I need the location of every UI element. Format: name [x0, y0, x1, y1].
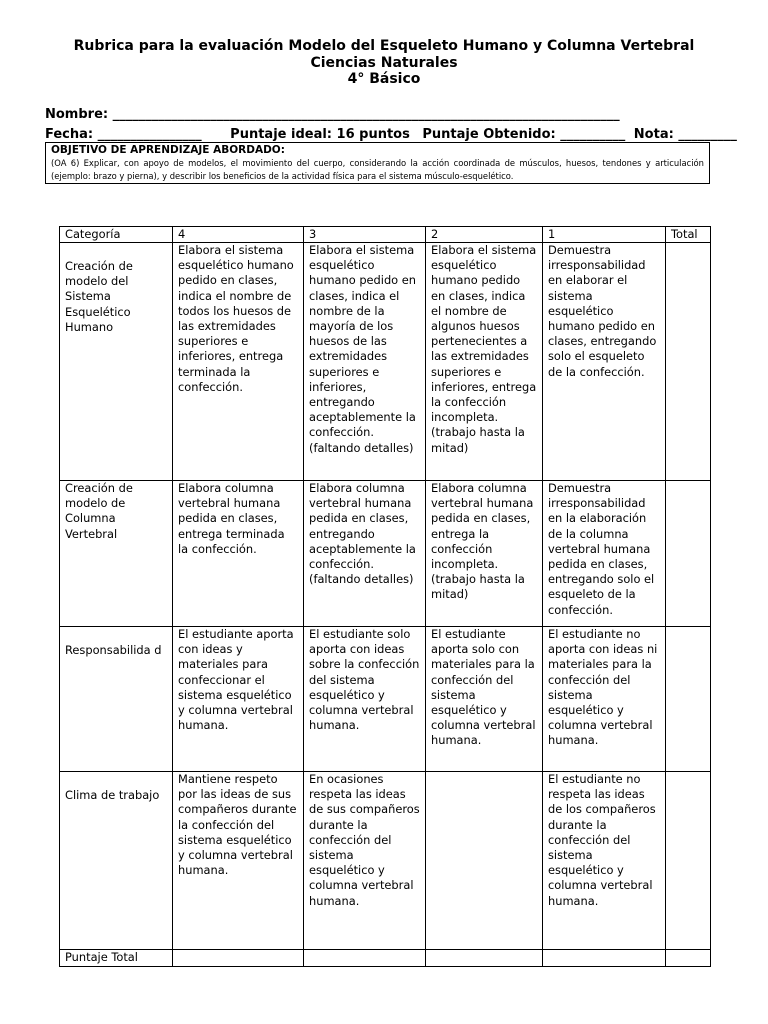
header-3: 3 [304, 227, 426, 243]
puntaje-ideal: Puntaje ideal: 16 puntos [230, 127, 410, 142]
fecha-field[interactable]: Fecha: ________________ [45, 127, 202, 142]
category-cell: Clima de trabajo [60, 772, 173, 950]
score-4-cell: El estudiante aporta con ideas y materiales para confeccionar el sistema esquelético y columna vertebral humana. [173, 627, 304, 772]
table-row [60, 243, 711, 481]
header-1: 1 [543, 227, 666, 243]
score-2-cell: El estudiante aporta solo con materiales para la confección del sistema esquelético y columna vertebral humana. [426, 627, 543, 772]
rubric-table [59, 226, 711, 967]
objective-text: (OA 6) Explicar, con apoyo de modelos, el movimiento del cuerpo, considerando la acción coordinada de músculos, huesos, tendones y articulación (ejemplo: brazo y pierna), y describir los beneficios de la actividad física para el sistema músculo-esquelético. [51, 158, 704, 181]
total-cell[interactable] [666, 627, 711, 772]
score-2-cell: Elabora columna vertebral humana pedida en clases, entrega la confección incompleta. (trabajo hasta la mitad) [426, 481, 543, 627]
score-1-cell: Demuestra irresponsabilidad en la elaboración de la columna vertebral humana pedida en clases, entregando solo el esqueleto de la confección. [543, 481, 666, 627]
header-total: Total [666, 227, 711, 243]
score-3-cell: Elabora el sistema esquelético humano pedido en clases, indica el nombre de la mayoría de los huesos de las extremidades superiores e inferiores, entregando aceptablemente la confección. (faltando detalles) [304, 243, 426, 481]
puntaje-total-row [60, 950, 711, 967]
table-header-row [60, 227, 711, 243]
puntaje-total-label: Puntaje Total [60, 950, 173, 967]
title-line-1: Rubrica para la evaluación Modelo del Esqueleto Humano y Columna Vertebral [73, 38, 695, 54]
total-cell[interactable] [666, 243, 711, 481]
header-2: 2 [426, 227, 543, 243]
nombre-field[interactable]: Nombre: ______________________________________________________________________________ [45, 107, 620, 122]
title-line-3: 4° Básico [347, 71, 421, 87]
score-4-cell: Elabora el sistema esquelético humano pedido en clases, indica el nombre de todos los huesos de las extremidades superiores e inferiores, entrega terminada la confección. [173, 243, 304, 481]
score-2-cell [426, 772, 543, 950]
header-categoria: Categoría [60, 227, 173, 243]
puntaje-total-cell[interactable] [304, 950, 426, 967]
score-3-cell: En ocasiones respeta las ideas de sus compañeros durante la confección del sistema esquelético y columna vertebral humana. [304, 772, 426, 950]
header-4: 4 [173, 227, 304, 243]
table-row [60, 627, 711, 772]
fecha-row [45, 127, 737, 142]
score-3-cell: El estudiante solo aporta con ideas sobre la confección del sistema esquelético y columna vertebral humana. [304, 627, 426, 772]
puntaje-total-cell[interactable] [173, 950, 304, 967]
score-1-cell: El estudiante no aporta con ideas ni materiales para la confección del sistema esquelético y columna vertebral humana. [543, 627, 666, 772]
score-4-cell: Elabora columna vertebral humana pedida en clases, entrega terminada la confección. [173, 481, 304, 627]
score-2-cell: Elabora el sistema esquelético humano pedido en clases, indica el nombre de algunos huesos pertenecientes a las extremidades superiores e inferiores, entrega la confección incompleta. (trabajo hasta la mitad) [426, 243, 543, 481]
score-4-cell: Mantiene respeto por las ideas de sus compañeros durante la confección del sistema esquelético y columna vertebral humana. [173, 772, 304, 950]
category-cell: Creación de modelo de Columna Vertebral [60, 481, 173, 627]
learning-objective-box [45, 142, 710, 184]
table-row [60, 481, 711, 627]
puntaje-total-cell[interactable] [426, 950, 543, 967]
score-1-cell: El estudiante no respeta las ideas de los compañeros durante la confección del sistema esquelético y columna vertebral humana. [543, 772, 666, 950]
objective-heading: OBJETIVO DE APRENDIZAJE ABORDADO: [51, 144, 285, 156]
score-1-cell: Demuestra irresponsabilidad en elaborar el sistema esquelético humano pedido en clases, entregando solo el esqueleto de la confección. [543, 243, 666, 481]
puntaje-total-cell[interactable] [666, 950, 711, 967]
score-3-cell: Elabora columna vertebral humana pedida en clases, entregando aceptablemente la confección. (faltando detalles) [304, 481, 426, 627]
total-cell[interactable] [666, 481, 711, 627]
puntaje-obtenido-field[interactable]: Puntaje Obtenido: __________ [422, 127, 626, 142]
title-line-2: Ciencias Naturales [310, 54, 458, 71]
puntaje-total-cell[interactable] [543, 950, 666, 967]
nota-field[interactable]: Nota: _________ [633, 127, 737, 142]
category-cell: Responsabilida d [60, 627, 173, 772]
total-cell[interactable] [666, 772, 711, 950]
category-cell: Creación de modelo del Sistema Esquelético Humano [60, 243, 173, 481]
document-title [30, 38, 738, 88]
table-row [60, 772, 711, 950]
